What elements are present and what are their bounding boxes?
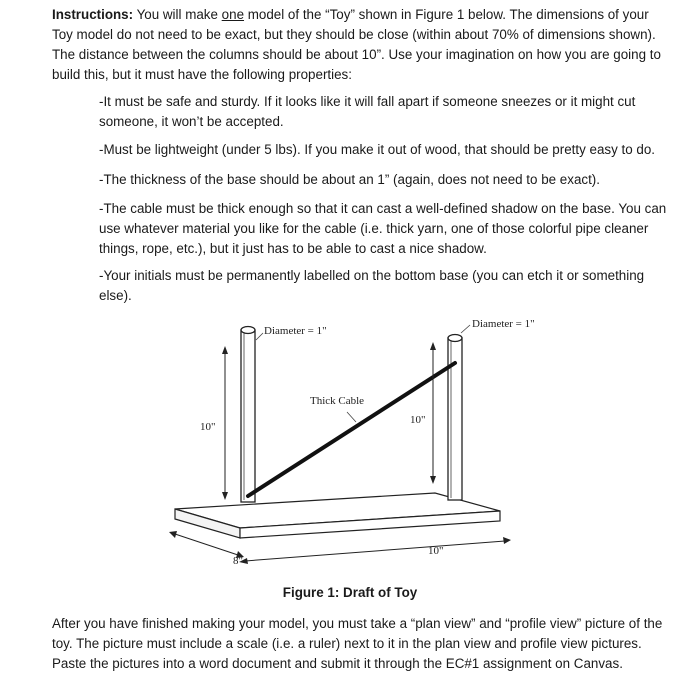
- right-column: [448, 335, 462, 501]
- cable-label: Thick Cable: [310, 395, 365, 407]
- cable-leader: [347, 412, 356, 422]
- left-column: [241, 327, 255, 503]
- instructions-text-1: You will make: [133, 7, 222, 22]
- diameter-left-leader: [256, 333, 263, 340]
- property-initials: -Your initials must be permanently labelled on the bottom base (you can etch it or something else).: [99, 268, 645, 303]
- left-height-dimension: [222, 346, 228, 500]
- width-dimension: [239, 537, 511, 564]
- instructions-emphasis: one: [221, 7, 245, 22]
- diameter-right-leader: [461, 325, 470, 333]
- instructions-label: Instructions:: [52, 7, 134, 22]
- depth-label: 8": [233, 555, 243, 567]
- closing-paragraph: After you have finished making your model, you must take a “plan view” and “profile view” picture of the toy. The picture must include a scale (i.e. a ruler) next to it in the plan view and profile view pictures. Paste the pictures into a word document and submit it through the EC#1 assignment on Canvas.: [52, 616, 663, 671]
- width-label: 10": [428, 545, 444, 557]
- left-height-label: 10": [200, 421, 216, 433]
- property-base-thickness: -The thickness of the base should be about an 1” (again, does not need to be exact).: [99, 172, 600, 187]
- property-cable: -The cable must be thick enough so that it can cast a well-defined shadow on the base. You can use whatever material you like for the cable (i.e. thick yarn, one of those colorful pipe cleaner things, rope, etc.), but it just has to be able to cast a nice shadow.: [99, 201, 667, 256]
- instructions-paragraph: [52, 5, 668, 85]
- property-safe-sturdy: -It must be safe and sturdy. If it looks like it will fall apart if someone sneezes or it might cut someone, it won’t be accepted.: [99, 94, 636, 129]
- diameter-left-label: Diameter = 1": [264, 325, 327, 337]
- toy-draft-figure: [160, 308, 540, 578]
- right-height-dimension: [430, 342, 436, 484]
- figure-caption: Figure 1: Draft of Toy: [282, 585, 418, 600]
- thick-cable: [248, 363, 455, 496]
- instructions-text-2: model of the “Toy” shown in Figure 1 below. The dimensions of your Toy model do not need to be exact, but they should be close (within about 70% of dimensions shown). The distance between the columns should be about 10”. Use your imagination on how you are going to build this, but it must have the following properties:: [52, 7, 661, 82]
- property-lightweight: -Must be lightweight (under 5 lbs). If you make it out of wood, that should be pretty easy to do.: [99, 142, 656, 157]
- diameter-right-label: Diameter = 1": [472, 318, 535, 330]
- right-height-label: 10": [410, 414, 426, 426]
